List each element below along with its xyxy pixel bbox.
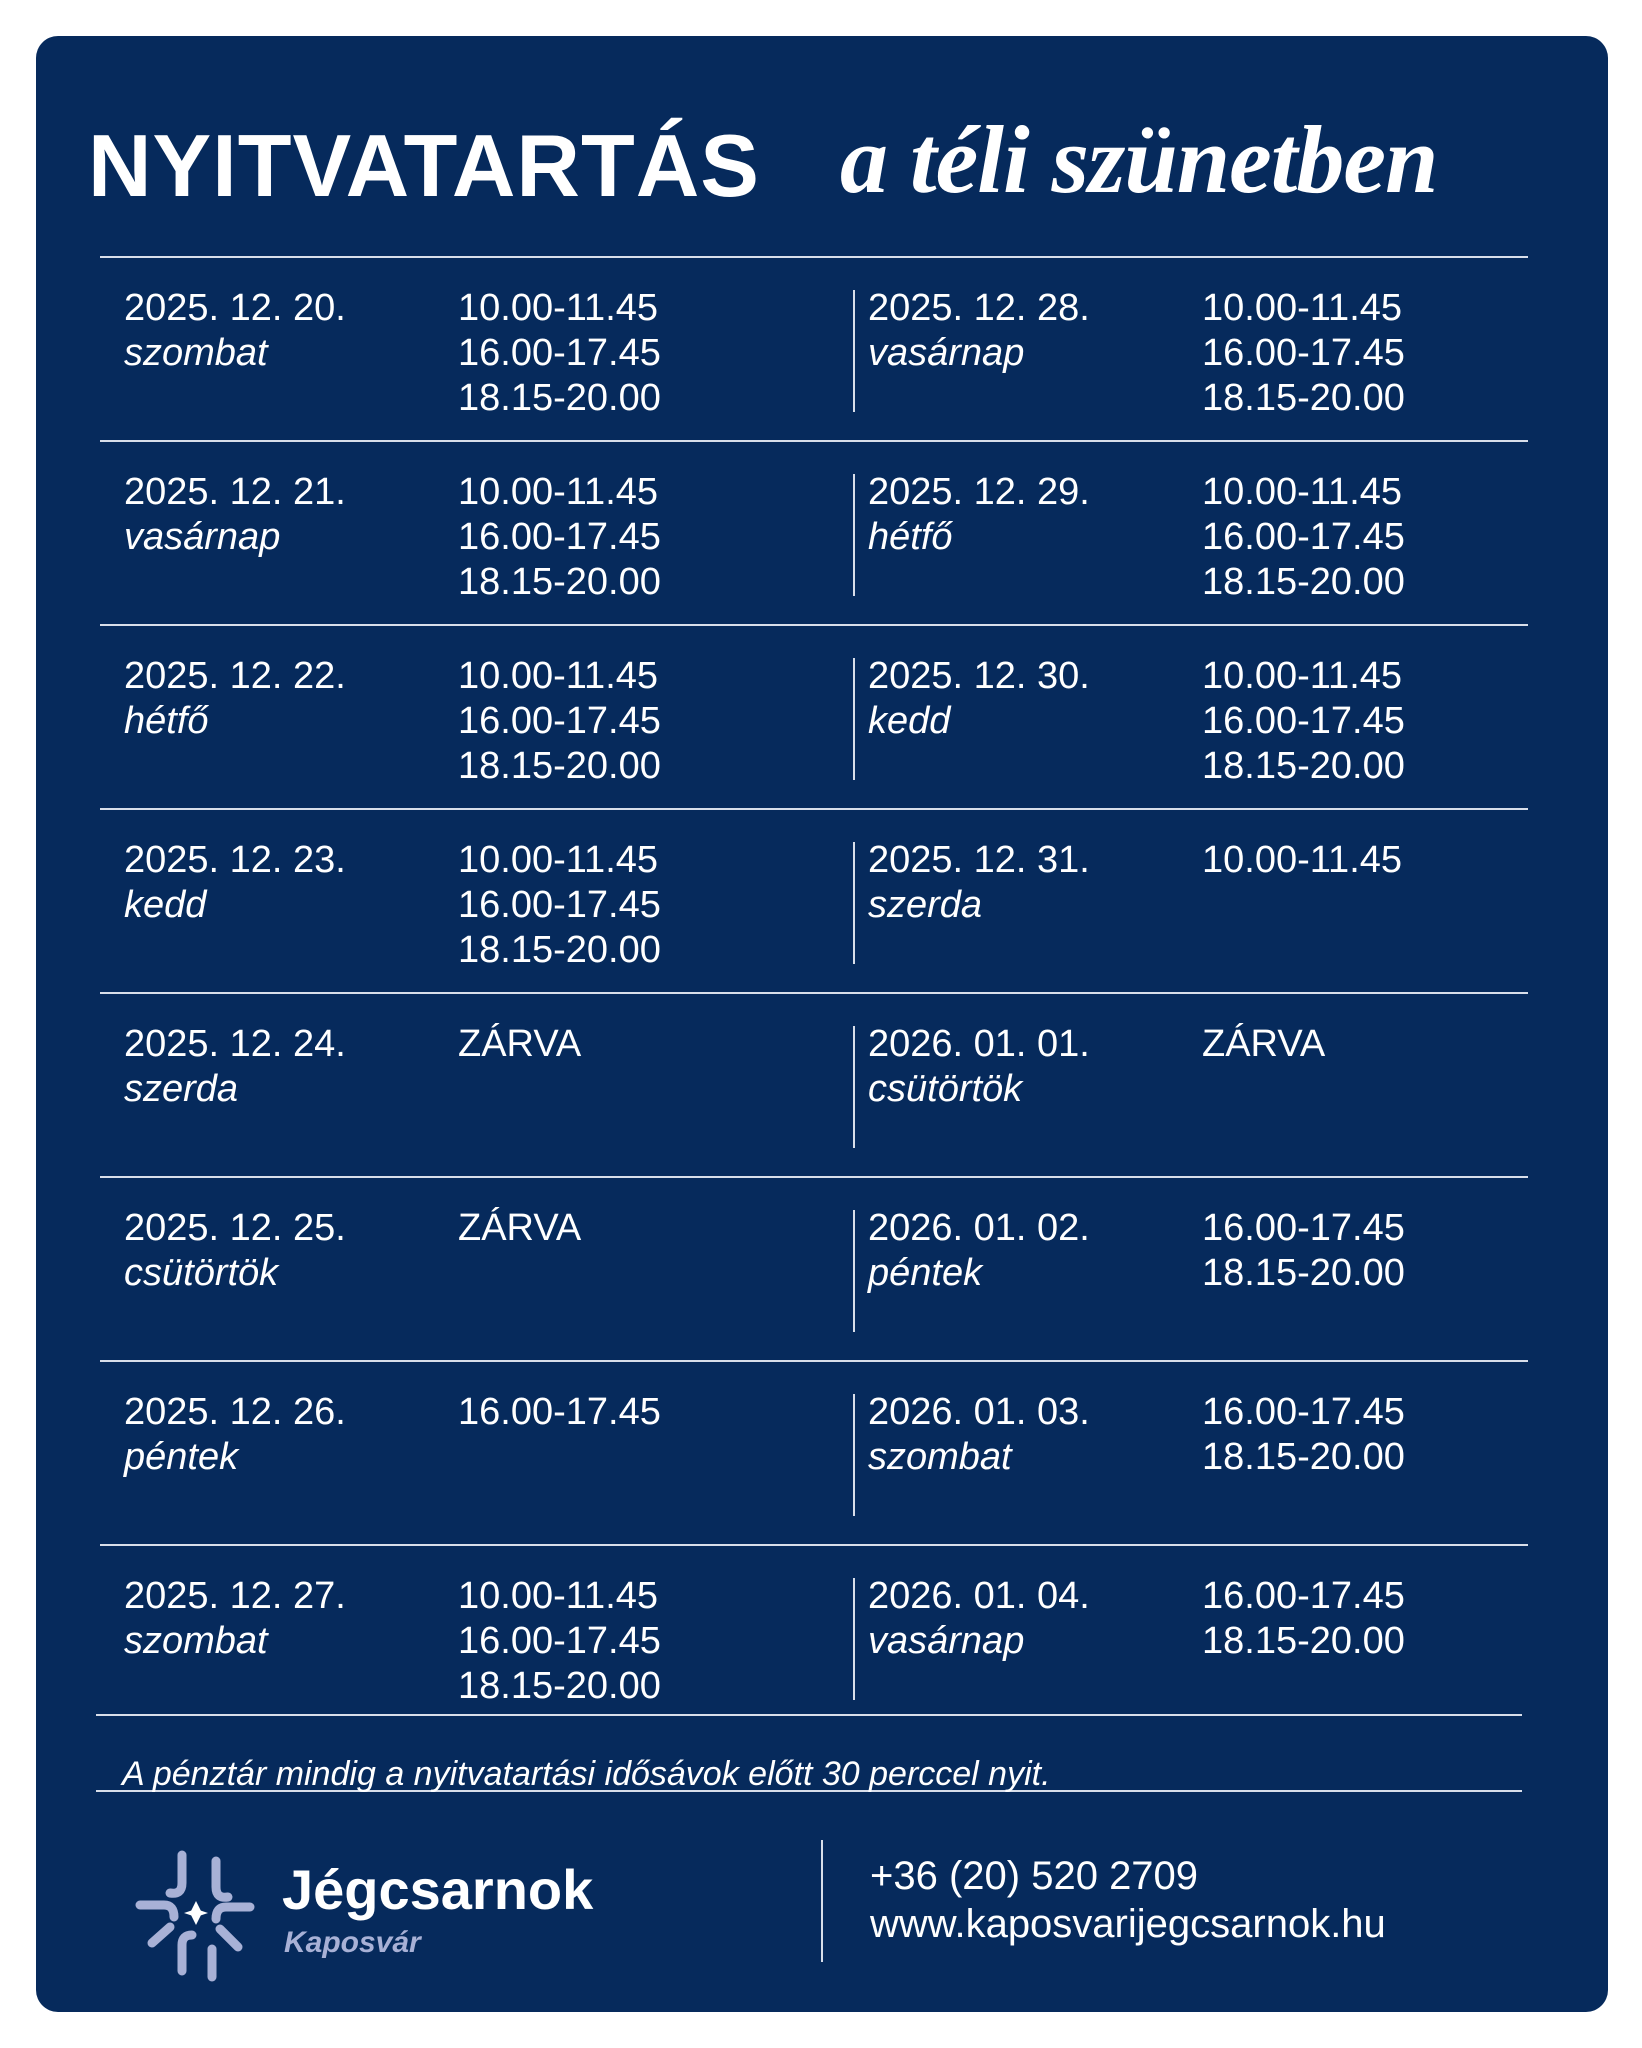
time-slot: 10.00-11.45 [1202,471,1403,513]
time-slot: 18.15-20.00 [458,745,661,787]
date: 2026. 01. 03. [868,1391,1090,1433]
weekday: szerda [124,1068,239,1110]
row-separator [96,1714,1522,1716]
weekday: hétfő [124,700,209,742]
weekday: kedd [868,700,951,742]
time-slot: 10.00-11.45 [458,471,659,513]
cashier-note: A pénztár mindig a nyitvatartási idősávok előtt 30 perccel nyit. [122,1755,1051,1793]
opening-hours [458,1574,661,1709]
time-slot: 16.00-17.45 [458,332,661,374]
opening-hours [1202,1022,1325,1067]
time-slot: 10.00-11.45 [1202,287,1403,329]
time-slot: ZÁRVA [458,1207,582,1249]
date: 2025. 12. 30. [868,655,1090,697]
weekday: szombat [124,1620,268,1662]
date: 2025. 12. 28. [868,287,1090,329]
page-title [88,82,1488,222]
weekday: vasárnap [868,332,1025,374]
opening-hours [1202,838,1402,883]
brand-city: Kaposvár [284,1926,421,1959]
weekday: szombat [124,332,268,374]
weekday: vasárnap [868,1620,1025,1662]
schedule-row [100,1178,1530,1363]
date: 2026. 01. 04. [868,1575,1090,1617]
weekday: csütörtök [124,1252,279,1294]
time-slot: 10.00-11.45 [458,1575,659,1617]
left-day-cell [100,442,845,627]
opening-hours [458,1390,661,1435]
schedule-row [100,258,1530,443]
snowflake-j-logo-icon [130,1843,260,1983]
schedule-row [100,1362,1530,1547]
weekday: péntek [868,1252,983,1294]
date: 2025. 12. 25. [124,1207,346,1249]
date: 2025. 12. 24. [124,1023,346,1065]
time-slot: 16.00-17.45 [458,1620,661,1662]
schedule-row [100,810,1530,995]
time-slot: 10.00-11.45 [1202,655,1403,697]
left-day-cell [100,1178,845,1363]
phone-number: +36 (20) 520 2709 [870,1854,1199,1898]
time-slot: 18.15-20.00 [458,1665,661,1707]
weekday: kedd [124,884,207,926]
time-slot: 18.15-20.00 [1202,377,1405,419]
date: 2025. 12. 22. [124,655,346,697]
date: 2026. 01. 02. [868,1207,1090,1249]
schedule-row [100,442,1530,627]
right-day-cell [848,258,1530,443]
time-slot: ZÁRVA [1202,1023,1326,1065]
time-slot: 16.00-17.45 [458,884,661,926]
time-slot: 18.15-20.00 [1202,1620,1405,1662]
right-day-cell [848,810,1530,995]
time-slot: 18.15-20.00 [1202,561,1405,603]
date: 2025. 12. 21. [124,471,346,513]
opening-hours [458,838,661,973]
right-day-cell [848,1178,1530,1363]
left-day-cell [100,810,845,995]
time-slot: 18.15-20.00 [458,561,661,603]
opening-hours [458,470,661,605]
weekday: péntek [124,1436,239,1478]
time-slot: 10.00-11.45 [458,287,659,329]
time-slot: 18.15-20.00 [1202,1436,1405,1478]
right-day-cell [848,1362,1530,1547]
date: 2025. 12. 26. [124,1391,346,1433]
time-slot: 16.00-17.45 [458,516,661,558]
right-day-cell [848,626,1530,811]
opening-hours [1202,1390,1405,1480]
date: 2025. 12. 29. [868,471,1090,513]
time-slot: 18.15-20.00 [1202,745,1405,787]
date: 2025. 12. 31. [868,839,1090,881]
time-slot: ZÁRVA [458,1023,582,1065]
title-main: NYITVATARTÁS [88,116,760,215]
time-slot: 16.00-17.45 [458,700,661,742]
time-slot: 10.00-11.45 [458,655,659,697]
weekday: hétfő [868,516,953,558]
weekday: csütörtök [868,1068,1023,1110]
time-slot: 16.00-17.45 [1202,700,1405,742]
time-slot: 16.00-17.45 [1202,332,1405,374]
time-slot: 18.15-20.00 [458,377,661,419]
weekday: szerda [868,884,983,926]
website-link[interactable]: www.kaposvarijegcsarnok.hu [870,1902,1386,1946]
time-slot: 16.00-17.45 [1202,516,1405,558]
left-day-cell [100,1546,845,1731]
footer-divider [821,1840,823,1962]
weekday: vasárnap [124,516,281,558]
weekday: szombat [868,1436,1012,1478]
opening-hours [458,286,661,421]
left-day-cell [100,258,845,443]
time-slot: 10.00-11.45 [1202,839,1403,881]
right-day-cell [848,1546,1530,1731]
date: 2025. 12. 27. [124,1575,346,1617]
right-day-cell [848,994,1530,1179]
time-slot: 18.15-20.00 [1202,1252,1405,1294]
opening-hours [1202,1206,1405,1296]
time-slot: 16.00-17.45 [458,1391,661,1433]
opening-hours [458,1022,581,1067]
time-slot: 16.00-17.45 [1202,1391,1405,1433]
schedule-row [100,994,1530,1179]
title-script: a téli szünetben [840,106,1438,213]
schedule-row [100,626,1530,811]
opening-hours [1202,654,1405,789]
time-slot: 16.00-17.45 [1202,1575,1405,1617]
schedule-row [100,1546,1530,1731]
time-slot: 10.00-11.45 [458,839,659,881]
left-day-cell [100,994,845,1179]
left-day-cell [100,1362,845,1547]
opening-hours [1202,470,1405,605]
opening-hours [458,654,661,789]
date: 2025. 12. 20. [124,287,346,329]
opening-hours [1202,1574,1405,1664]
time-slot: 18.15-20.00 [458,929,661,971]
time-slot: 16.00-17.45 [1202,1207,1405,1249]
opening-hours [1202,286,1405,421]
brand-name: Jégcsarnok [282,1858,594,1921]
left-day-cell [100,626,845,811]
right-day-cell [848,442,1530,627]
date: 2026. 01. 01. [868,1023,1090,1065]
opening-hours [458,1206,581,1251]
date: 2025. 12. 23. [124,839,346,881]
